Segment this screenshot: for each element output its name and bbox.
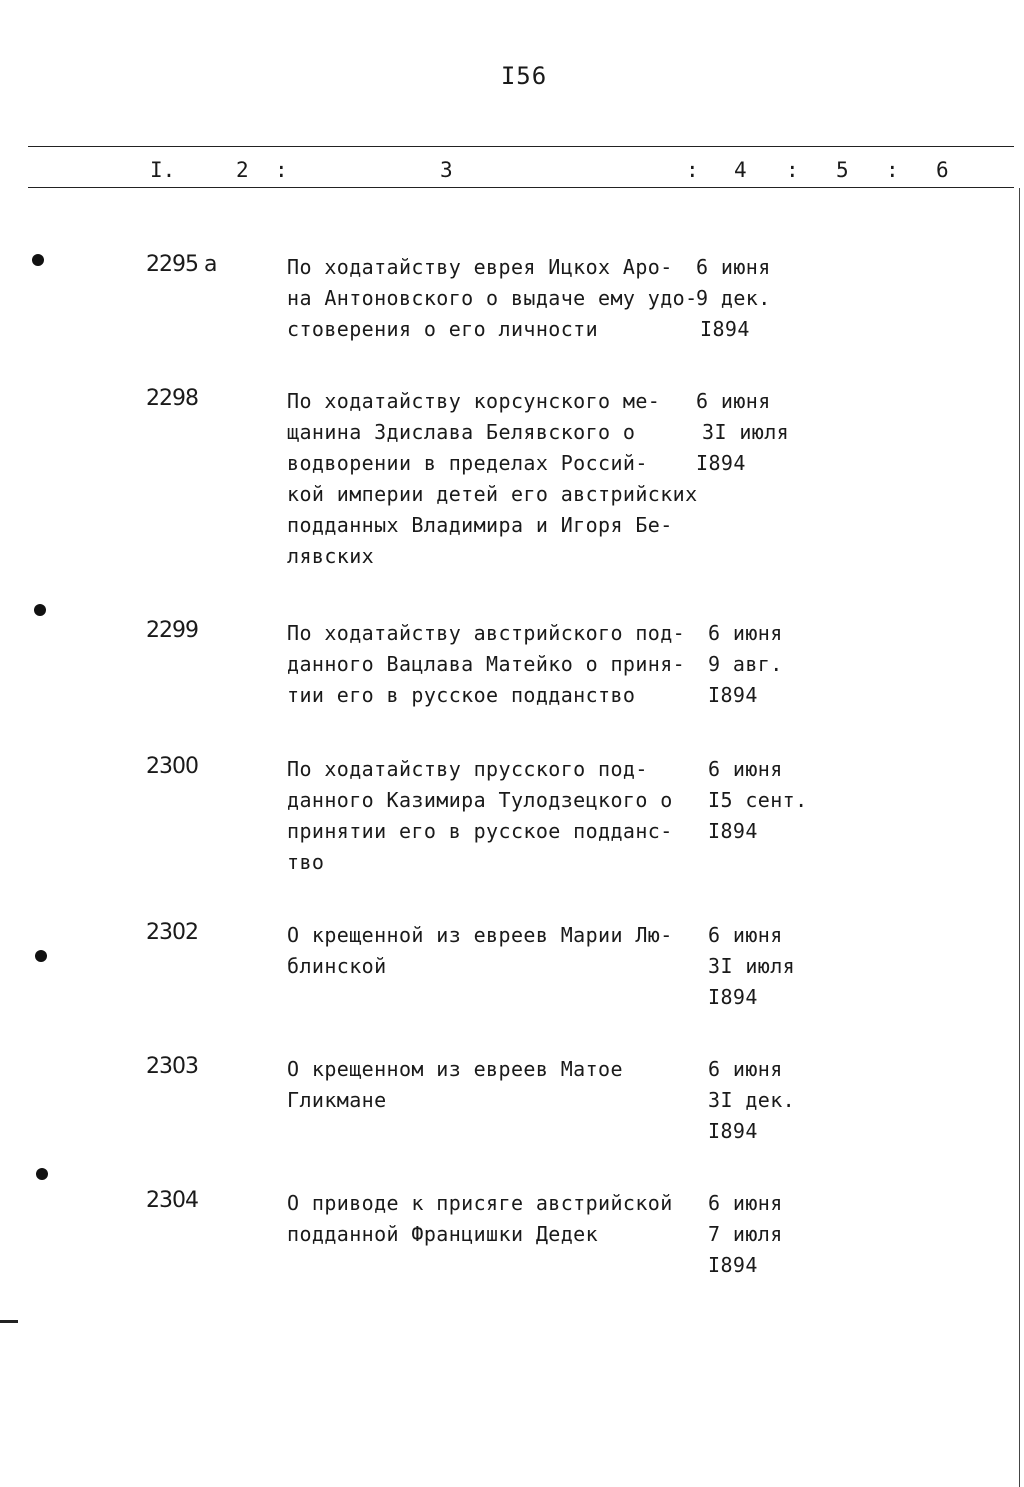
end-date: I5 сент. (708, 788, 808, 812)
description-line: тво (287, 850, 325, 874)
entry-number: 2298 (146, 386, 198, 411)
column-separator: : (786, 158, 799, 182)
entry-description (287, 386, 727, 572)
description-line: По ходатайству австрийского под- (287, 621, 686, 645)
description-line: кой империи детей его австрийских (287, 482, 698, 506)
year: I894 (700, 317, 750, 341)
description-line: стоверения о его личности (287, 317, 599, 341)
column-header-1: I. (150, 158, 176, 182)
entry-description (287, 754, 697, 878)
year: I894 (708, 985, 758, 1009)
column-header-3: 3 (440, 158, 453, 182)
start-date: 6 июня (696, 255, 771, 279)
start-date: 6 июня (708, 621, 783, 645)
column-separator: : (275, 158, 288, 182)
description-line: блинской (287, 954, 387, 978)
description-line: О приводе к присяге австрийской (287, 1191, 673, 1215)
description-line: водворении в пределах Россий- (287, 451, 648, 475)
entry-number: 2299 (146, 618, 198, 643)
end-date: 9 дек. (696, 286, 771, 310)
description-line: подданной Францишки Дедек (287, 1222, 599, 1246)
column-header-4: 4 (734, 158, 747, 182)
start-date: 6 июня (708, 1057, 783, 1081)
column-header-2: 2 (236, 158, 249, 182)
description-line: на Антоновского о выдаче ему удо- (287, 286, 698, 310)
description-line: тии его в русское подданство (287, 683, 636, 707)
start-date: 6 июня (696, 389, 771, 413)
binder-hole-mark (36, 1168, 48, 1180)
table-header-rule (28, 187, 1014, 188)
entry-description (287, 1188, 697, 1250)
entry-dates (696, 252, 771, 345)
end-date: 7 июля (708, 1222, 783, 1246)
description-line: лявских (287, 544, 375, 568)
entry-number: 2302 (146, 920, 198, 945)
binder-hole-mark (35, 950, 47, 962)
entry-dates (708, 1054, 795, 1147)
end-date: 3I июля (708, 954, 796, 978)
column-header-6: 6 (936, 158, 949, 182)
end-date: 3I июля (702, 420, 790, 444)
year: I894 (708, 1119, 758, 1143)
entry-description (287, 1054, 697, 1116)
table-top-rule (28, 146, 1014, 147)
description-line: По ходатайству корсунского ме- (287, 389, 661, 413)
description-line: данного Казимира Тулодзецкого о (287, 788, 673, 812)
margin-mark (0, 1320, 18, 1323)
description-line: принятии его в русское подданс- (287, 819, 673, 843)
description-line: По ходатайству еврея Ицкох Аро- (287, 255, 673, 279)
year: I894 (708, 683, 758, 707)
entry-dates (708, 1188, 783, 1281)
entry-description (287, 618, 697, 711)
entry-dates (708, 618, 783, 711)
description-line: По ходатайству прусского под- (287, 757, 648, 781)
binder-hole-mark (34, 604, 46, 616)
year: I894 (708, 1253, 758, 1277)
start-date: 6 июня (708, 923, 783, 947)
entry-dates (708, 754, 808, 847)
page-edge-line (1019, 188, 1020, 1487)
entry-description (287, 920, 697, 982)
description-line: подданных Владимира и Игоря Бе- (287, 513, 673, 537)
entry-description (287, 252, 697, 345)
end-date: 3I дек. (708, 1088, 796, 1112)
start-date: 6 июня (708, 757, 783, 781)
page-number: I56 (500, 62, 548, 90)
column-header-5: 5 (836, 158, 849, 182)
end-date: 9 авг. (708, 652, 783, 676)
binder-hole-mark (32, 254, 44, 266)
start-date: 6 июня (708, 1191, 783, 1215)
entry-dates (696, 386, 789, 479)
entry-number: 2304 (146, 1188, 198, 1213)
entry-number: 2300 (146, 754, 198, 779)
entry-dates (708, 920, 795, 1013)
year: I894 (696, 451, 746, 475)
entry-number: 2295 а (146, 252, 217, 277)
description-line: О крещенной из евреев Марии Лю- (287, 923, 673, 947)
description-line: О крещенном из евреев Матое (287, 1057, 623, 1081)
entry-number: 2303 (146, 1054, 198, 1079)
description-line: щанина Здислава Белявского о (287, 420, 636, 444)
description-line: Гликмане (287, 1088, 387, 1112)
column-separator: : (686, 158, 699, 182)
column-separator: : (886, 158, 899, 182)
description-line: данного Вацлава Матейко о приня- (287, 652, 686, 676)
year: I894 (708, 819, 758, 843)
